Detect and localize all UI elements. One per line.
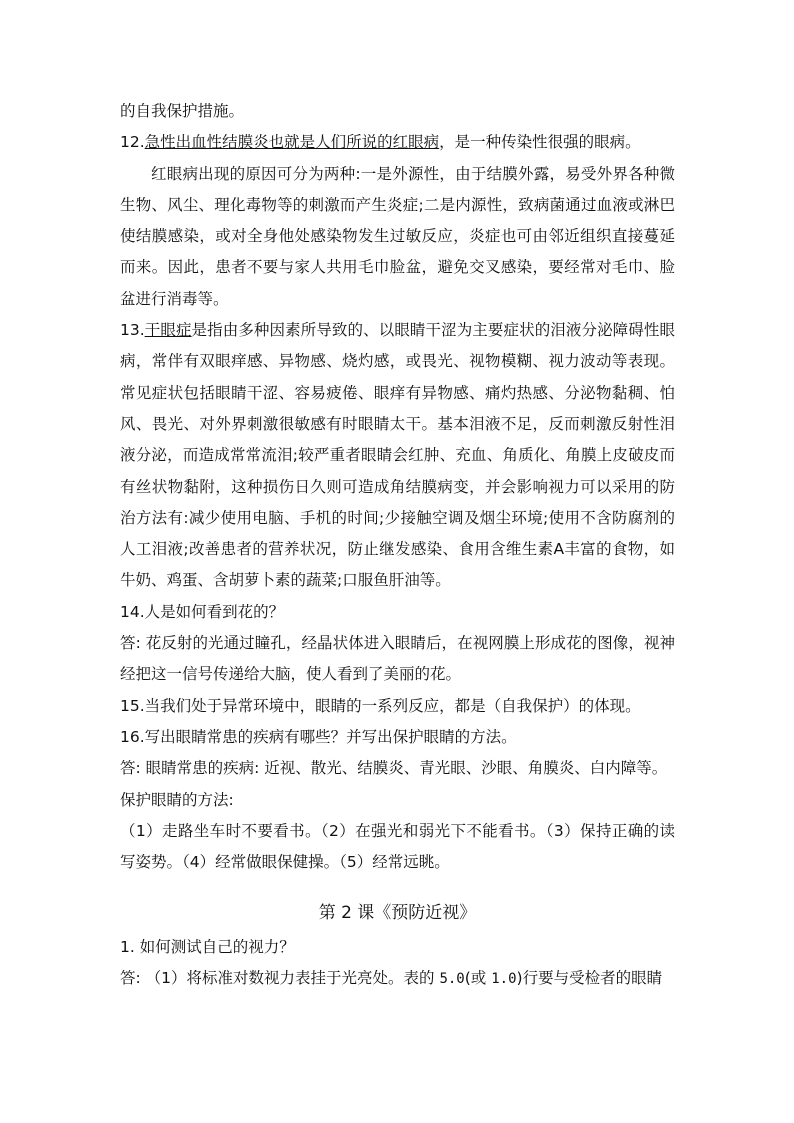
section-question-1: 1. 如何测试自己的视力？ (120, 937, 295, 956)
paragraph-continuation: 的自我保护措施。 (120, 102, 245, 120)
item-13-text: 是指由多种因素所导致的、以眼睛干涩为主要症状的泪液分泌障碍性眼病，常伴有双眼痒感、异物感、烧灼感，或畏光、视物模糊、视力波动等表现。常见症状包括眼睛干涩、容易疲倦、眼痒有异物感、痛灼热感、分泌物黏稠、怕风、畏光、对外界刺激很敏感有时眼睛太干。基本泪液不足，反而刺激反射性泪液分泌，而造成常常流泪;较严重者眼睛会红肿、充血、角质化、角膜上皮破皮而有丝状物黏附，这种损伤日久则可造成角结膜病变，并会影响视力可以采用的防治方法有:减少使用电脑、手机的时间;少接触空调及烟尘环境;使用不含防腐剂的人工泪液;改善患者的营养状况，防止继发感染、食用含维生素A丰富的食物，如牛奶、鸡蛋、含胡萝卜素的蔬菜;口服鱼肝油等。 (120, 321, 675, 590)
document-body (120, 96, 675, 995)
item-12-text: ，是一种传染性很强的眼病。 (439, 133, 641, 152)
answer-1-suffix: )行要与受检者的眼睛 (516, 969, 663, 988)
answer-1-value-b: 1.0 (491, 971, 517, 988)
section-heading: 第 2 课《预防近视》 (318, 903, 477, 924)
section-answer-1 (120, 963, 675, 995)
item-14-answer: 答: 花反射的光通过瞳孔，经晶状体进入眼睛后，在视网膜上形成花的图像，视神经把这一信号传递给大脑，使人看到了美丽的花。 (120, 634, 675, 684)
item-12-underlined-term: 急性出血性结膜炎也就是人们所说的红眼病 (144, 133, 440, 152)
item-12-number: 12. (120, 133, 145, 152)
item-15: 15.当我们处于异常环境中，眼睛的一系列反应，都是（自我保护）的体现。 (120, 696, 641, 715)
item-12-explanation: 红眼病出现的原因可分为两种:一是外源性，由于结膜外露，易受外界各种微生物、风尘、理化毒物等的刺激而产生炎症;二是内源性，致病菌通过血液或淋巴使结膜感染，或对全身他处感染物发生过敏反应，炎症也可由邻近组织直接蔓延而来。因此，患者不要与家人共用毛巾脸盆，避免交叉感染，要经常对毛巾、脸盆进行消毒等。 (120, 164, 675, 308)
item-14-question: 14.人是如何看到花的？ (120, 602, 285, 621)
item-12 (120, 127, 675, 158)
item-13-number: 13. (120, 321, 145, 340)
item-16-methods: （1）走路坐车时不要看书。（2）在强光和弱光下不能看书。（3）保持正确的读写姿势。（4）经常做眼保健操。（5）经常远眺。 (120, 821, 675, 872)
item-13-underlined-term: 干眼症 (144, 321, 192, 340)
answer-1-mid: (或 (464, 969, 492, 988)
item-13 (120, 315, 675, 597)
answer-1-prefix: 答: （1）将标准对数视力表挂于光亮处。表的 (120, 969, 440, 988)
item-16-answer: 答: 眼睛常患的疾病: 近视、散光、结膜炎、青光眼、沙眼、角膜炎、白内障等。 (120, 759, 668, 778)
item-16-question: 16.写出眼睛常患的疾病有哪些？并写出保护眼睛的方法。 (120, 727, 517, 746)
answer-1-value-a: 5.0 (439, 971, 465, 988)
item-16-methods-label: 保护眼睛的方法: (120, 790, 234, 809)
